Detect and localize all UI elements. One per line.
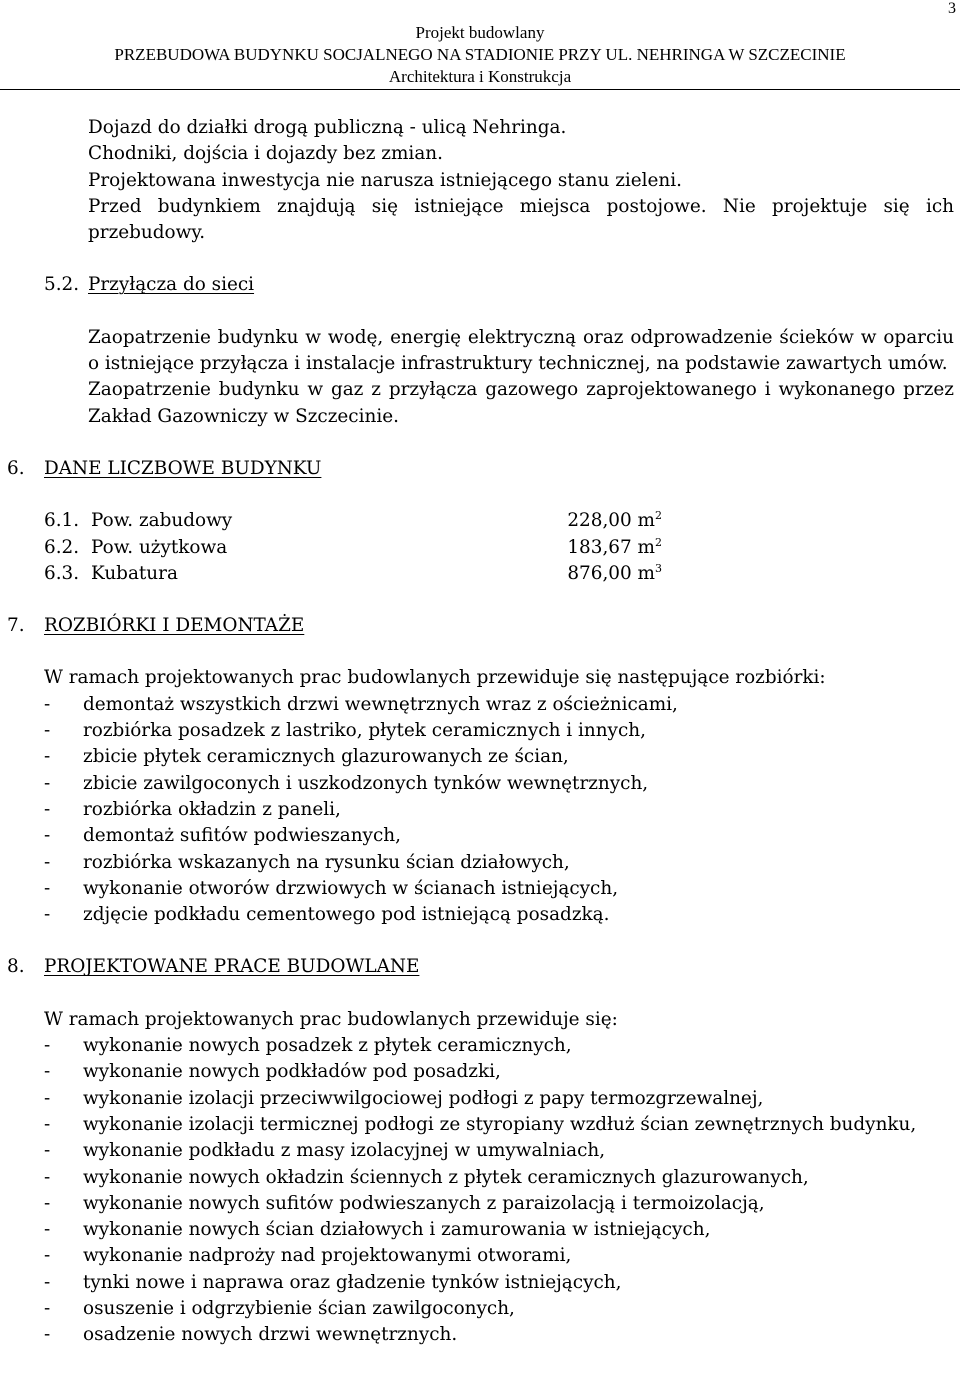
list-item: - wykonanie nowych posadzek z płytek ceramicznych, xyxy=(44,1035,572,1057)
section-intro: W ramach projektowanych prac budowlanych przewiduje się: xyxy=(44,1008,618,1030)
list-item: - rozbiórka posadzek z lastriko, płytek ceramicznych i innych, xyxy=(44,720,646,742)
intro-line: Chodniki, dojścia i dojazdy bez zmian. xyxy=(88,143,443,165)
stat-number: 6.2. xyxy=(44,536,80,558)
list-item: - wykonanie izolacji termicznej podłogi ze styropiany wzdłuż ścian zewnętrznych budynku, xyxy=(44,1113,917,1135)
stat-value: 228,00 $m^2$ xyxy=(567,509,662,532)
section-title: DANE LICZBOWE BUDYNKU xyxy=(44,457,322,479)
stat-number: 6.3. xyxy=(44,562,80,584)
works-list xyxy=(44,1033,954,1349)
access-info xyxy=(0,115,958,246)
list-item: - rozbiórka okładzin z paneli, xyxy=(44,798,341,820)
section-5-2-body xyxy=(0,325,958,430)
list-item: - rozbiórka wskazanych na rysunku ścian działowych, xyxy=(44,851,570,873)
demolition-list xyxy=(44,692,954,929)
gas-paragraph: Zaopatrzenie budynku w gaz z przyłącza gazowego zaprojektowanego i wykonanego przez Zakład Gazowniczy w Szczecinie. xyxy=(88,379,954,427)
section-6-heading xyxy=(0,456,958,482)
intro-line: Projektowana inwestycja nie narusza istniejącego stanu zieleni. xyxy=(88,169,682,191)
intro-line: Dojazd do działki drogą publiczną - ulicą Nehringa. xyxy=(88,117,567,138)
list-item: - zbicie zawilgoconych i uszkodzonych tynków wewnętrznych, xyxy=(44,772,649,794)
list-item: - demontaż wszystkich drzwi wewnętrznych wraz z ościeżnicami, xyxy=(44,693,678,715)
stat-row xyxy=(44,535,958,561)
section-number: 6. xyxy=(7,457,25,479)
intro-line: Przed budynkiem znajdują się istniejące miejsca postojowe. Nie projektuje się ich przebudowy. xyxy=(88,195,954,244)
section-title: ROZBIÓRKI I DEMONTAŻE xyxy=(44,615,305,637)
stat-value: 183,67 $m^2$ xyxy=(567,535,662,558)
stat-row xyxy=(44,508,958,534)
list-item: - wykonanie otworów drzwiowych w ścianach istniejących, xyxy=(44,877,619,899)
building-stats xyxy=(0,508,958,587)
page-number: 3 xyxy=(948,0,956,17)
page-header xyxy=(0,0,960,90)
list-item: - wykonanie nowych sufitów podwieszanych z paraizolacją i termoizolacją, xyxy=(44,1192,765,1214)
utilities-paragraph: Zaopatrzenie budynku w wodę, energię elektryczną oraz odprowadzenie ścieków w oparciu o istniejące przyłącza i instalacje infrastruktury technicznej, na podstawie zawartych umów. xyxy=(88,326,954,375)
section-7-body xyxy=(0,665,958,928)
list-item: - osadzenie nowych drzwi wewnętrznych. xyxy=(44,1324,458,1346)
header-project-title: PRZEBUDOWA BUDYNKU SOCJALNEGO NA STADIONIE PRZY UL. NEHRINGA W SZCZECINIE xyxy=(114,45,846,64)
stat-label: Pow. zabudowy xyxy=(91,510,233,532)
list-item: - zdjęcie podkładu cementowego pod istniejącą posadzką. xyxy=(44,904,610,926)
list-item: - wykonanie podkładu z masy izolacyjnej w umywalniach, xyxy=(44,1140,606,1162)
list-item: - osuszenie i odgrzybienie ścian zawilgoconych, xyxy=(44,1297,515,1319)
section-8-heading xyxy=(0,954,958,980)
section-number: 7. xyxy=(7,615,25,637)
list-item: - wykonanie izolacji przeciwwilgociowej podłogi z papy termozgrzewalnej, xyxy=(44,1087,764,1109)
header-discipline: Architektura i Konstrukcja xyxy=(388,67,572,86)
stat-number: 6.1. xyxy=(44,510,80,532)
section-7-heading xyxy=(0,613,958,639)
list-item: - wykonanie nowych okładzin ściennych z płytek ceramicznych glazurowanych, xyxy=(44,1166,809,1188)
section-title: PROJEKTOWANE PRACE BUDOWLANE xyxy=(44,956,420,978)
list-item: - wykonanie nowych ścian działowych i zamurowania w istniejących, xyxy=(44,1219,711,1241)
section-8-body xyxy=(0,1007,958,1349)
header-project-type: Projekt budowlany xyxy=(415,23,545,42)
section-title: Przyłącza do sieci xyxy=(88,274,255,296)
stat-value: 876,00 $m^3$ xyxy=(567,561,662,584)
stat-label: Kubatura xyxy=(91,562,178,584)
header-divider xyxy=(0,89,960,90)
list-item: - demontaż sufitów podwieszanych, xyxy=(44,825,401,847)
section-number: 5.2. xyxy=(44,274,80,296)
stat-label: Pow. użytkowa xyxy=(91,536,228,558)
section-number: 8. xyxy=(7,956,25,978)
list-item: - wykonanie nadproży nad projektowanymi otworami, xyxy=(44,1245,572,1267)
list-item: - zbicie płytek ceramicznych glazurowanych ze ścian, xyxy=(44,746,569,768)
document-body xyxy=(0,115,958,1349)
section-5-2-heading xyxy=(0,272,958,298)
list-item: - tynki nowe i naprawa oraz gładzenie tynków istniejących, xyxy=(44,1271,622,1293)
section-intro: W ramach projektowanych prac budowlanych przewiduje się następujące rozbiórki: xyxy=(44,667,826,689)
list-item: - wykonanie nowych podkładów pod posadzki, xyxy=(44,1061,501,1083)
stat-row xyxy=(44,561,958,587)
